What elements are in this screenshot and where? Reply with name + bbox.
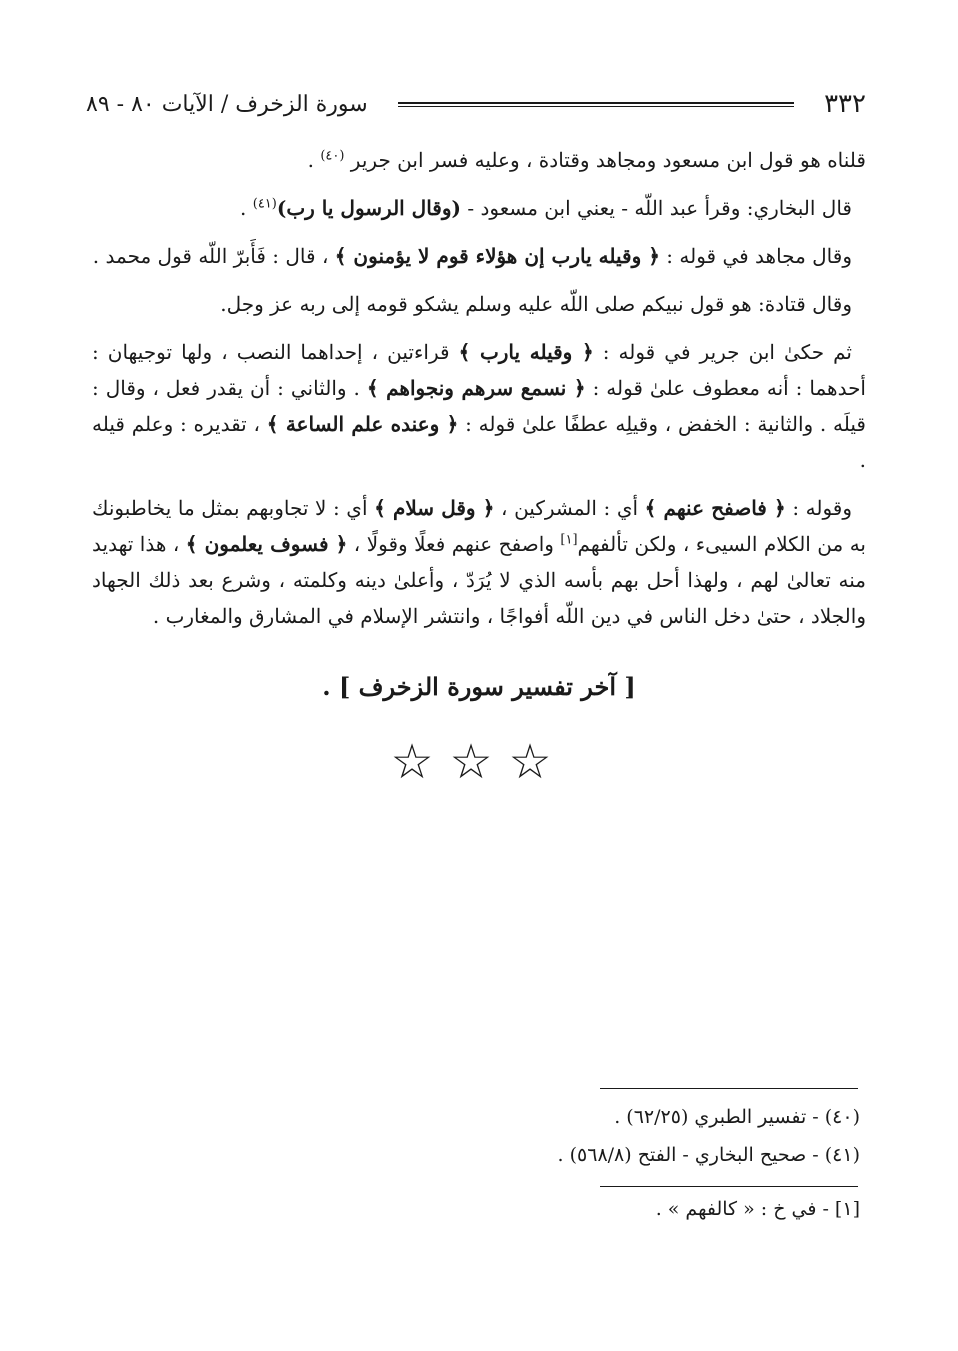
quran-quote: ﴿ وقل سلام ﴾ [374,496,495,520]
paragraph-p5 [92,334,866,478]
page-body [92,142,866,646]
text-run: أي : المشركين ، [494,496,645,520]
quran-quote: ﴿ وقيله يارب ﴾ [458,340,594,364]
text-run: ثم حكىٰ ابن جرير في قوله : [593,340,852,364]
text-run: . والثاني : أن يقدر فعل ، وقال : قيلَه . والثانية : الخفض ، وقيلِه عطفًا علىٰ قوله : [92,376,866,436]
text-run: قال البخاري: وقرأ عبد اللّه - يعني ابن مسعود - [461,196,852,220]
quran-quote: ﴿ فسوف يعلمون ﴾ [185,532,348,556]
quran-quote: ﴿ فاصفح عنهم ﴾ [644,496,786,520]
running-title: سورة الزخرف / الآيات ٨٠ - ٨٩ [86,91,368,117]
footnote-ref: (٤١) [252,196,277,212]
quran-quote: (وقال الرسول يا رب) [276,196,461,220]
paragraph-p4 [92,286,866,322]
quran-quote: ﴿ وعنده علم الساعة ﴾ [266,412,459,436]
text-run: وقال قتادة: هو قول نبيكم صلى اللّه عليه وسلم يشكو قومه إلى ربه عز وجل. [220,292,852,316]
text-run: . [240,196,253,220]
footnote-ref: (٤٠) [320,148,345,164]
variant-note-separator [600,1186,858,1187]
footnote-ref: [١] [560,532,578,548]
quran-quote: ﴿ نسمع سرهم ونجواهم ﴾ [366,376,586,400]
surah-closing-line: [ آخر تفسير سورة الزخرف ] . [322,672,636,701]
footnote-separator [600,1088,858,1089]
text-run: أي : لا تجاوبهم بمثل ما يخاطبونك به من الكلام السيىء ، ولكن تألفهم [92,496,866,556]
text-run: واصفح عنهم فعلًا وقولًا ، [347,532,561,556]
page-number: ٣٣٢ [824,89,866,119]
header-rule [398,102,794,107]
text-run: ، تقديره : وعلم قيله . [92,412,866,472]
quran-quote: ﴿ وقيله يارب إن هؤلاء قوم لا يؤمنون ﴾ [334,244,660,268]
star-ornament: ☆☆☆ [390,734,568,790]
text-run: ، قال : فَأَبرّ اللّه قول محمد . [92,244,335,268]
footnote-41: (٤١) - صحيح البخاري - الفتح (٥٦٨/٨) . [557,1144,860,1166]
page-header [86,84,866,124]
paragraph-p3 [92,238,866,274]
footnotes [92,1098,860,1174]
text-run: وقوله : [785,496,853,520]
text-run: وقال مجاهد في قوله : [659,244,852,268]
variant-note: [١] - في خ : « كالفهم » . [655,1198,860,1220]
paragraph-p1 [92,142,866,178]
text-run: ، هذا تهديد منه تعالىٰ لهم ، ولهذا أحل بهم بأسه الذي لا يُرَدّ ، وأعلىٰ دينه وكلمته ، وشرع بعد ذلك الجهاد والجلاد ، حتىٰ دخل الناس في دين اللّه أفواجًا ، وانتشر الإسلام في المشارق والمغارب . [92,532,866,628]
paragraph-p2 [92,190,866,226]
text-run: قلناه هو قول ابن مسعود ومجاهد وقتادة ، وعليه فسر ابن جرير [344,148,866,172]
text-run: . [307,148,321,172]
text-run: قراءتين ، إحداهما النصب ، ولها توجيهان : أحدهما : أنه معطوف علىٰ قوله : [92,340,866,400]
footnote-40: (٤٠) - تفسير الطبري (٦٢/٢٥) . [614,1106,860,1128]
paragraph-p6 [92,490,866,634]
